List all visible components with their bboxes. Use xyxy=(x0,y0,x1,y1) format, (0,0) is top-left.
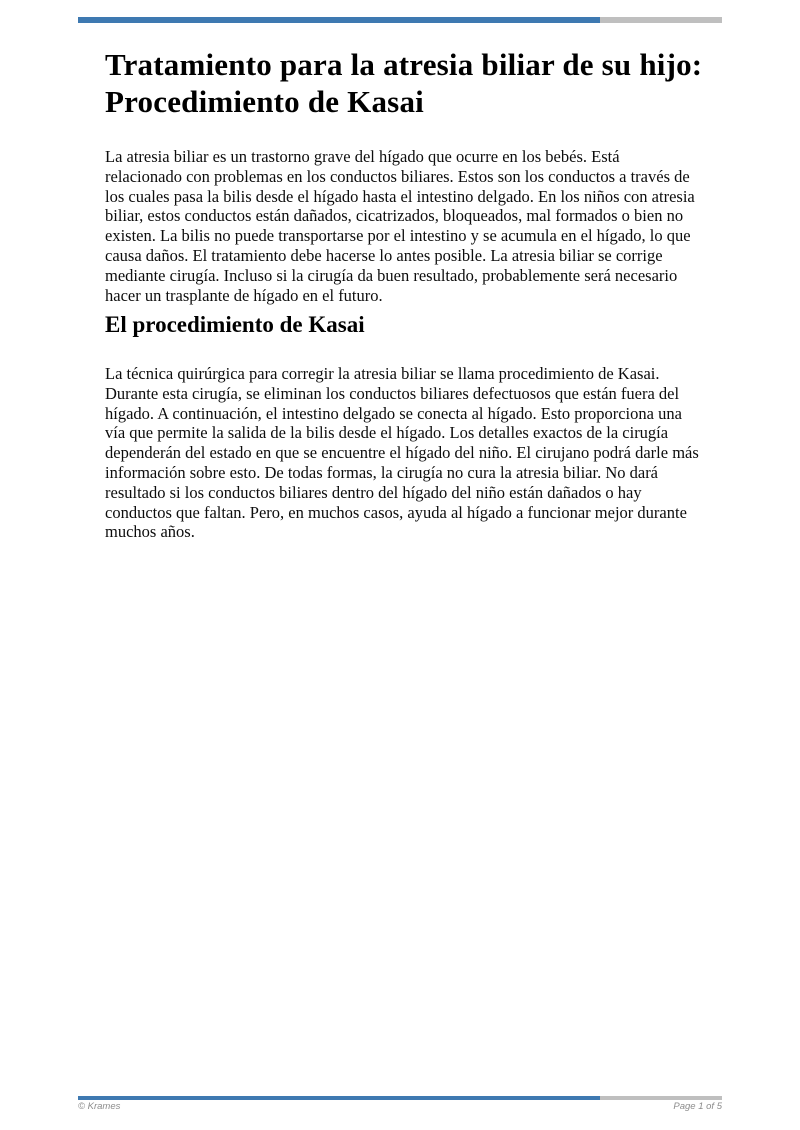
page-number-indicator: Page 1 of 5 xyxy=(673,1101,722,1112)
page-title: Tratamiento para la atresia biliar de su hijo: Procedimiento de Kasai xyxy=(105,47,703,119)
copyright-text: © Krames xyxy=(78,1101,121,1112)
footer xyxy=(78,1101,722,1112)
footer-rule-blue-segment xyxy=(78,1096,600,1100)
section-body-kasai-procedure: La técnica quirúrgica para corregir la atresia biliar se llama procedimiento de Kasai. Durante esta cirugía, se eliminan los conductos biliares defectuosos que están fuera del hígado. A continuación, el intestino delgado se conecta al hígado. Esto proporciona una vía que permite la salida de la bilis desde el hígado. Los detalles exactos de la cirugía dependerán del estado en que se encuentre el hígado del niño. El cirujano podrá darle más información sobre esto. De todas formas, la cirugía no cura la atresia biliar. No dará resultado si los conductos biliares dentro del hígado del niño están dañados o hay conductos que faltan. Pero, en muchos casos, ayuda al hígado a funcionar mejor durante muchos años. xyxy=(105,364,699,542)
top-rule-blue-segment xyxy=(78,17,600,23)
intro-paragraph: La atresia biliar es un trastorno grave del hígado que ocurre en los bebés. Está relacionado con problemas en los conductos biliares. Estos son los conductos a través de los cuales pasa la bilis desde el hígado hasta el intestino delgado. En los niños con atresia biliar, estos conductos están dañados, cicatrizados, bloqueados, mal formados o bien no existen. La bilis no puede transportarse por el intestino y se acumula en el hígado, lo que causa daños. El tratamiento debe hacerse lo antes posible. La atresia biliar se corrige mediante cirugía. Incluso si la cirugía da buen resultado, probablemente será necesario hacer un trasplante de hígado en el futuro. xyxy=(105,147,695,305)
section-heading-kasai-procedure: El procedimiento de Kasai xyxy=(105,312,365,337)
footer-rule xyxy=(78,1096,722,1100)
top-rule xyxy=(78,17,722,23)
